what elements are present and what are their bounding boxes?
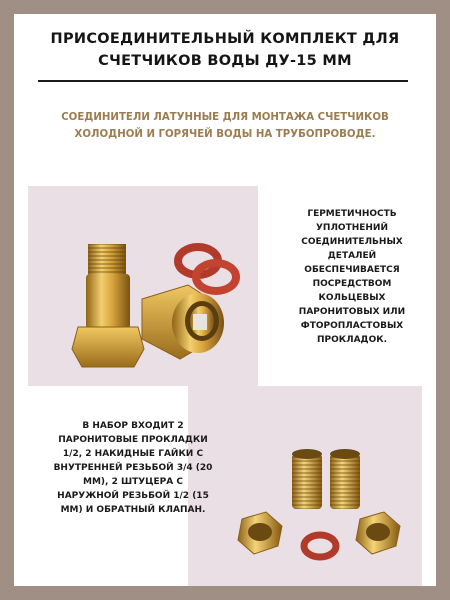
gasket-ring-icon (304, 535, 336, 557)
page-title: ПРИСОЕДИНИТЕЛЬНЫЙ КОМПЛЕКТ ДЛЯ СЧЕТЧИКОВ ВОДЫ ДУ-15 ММ (50, 31, 400, 69)
sealing-description: ГЕРМЕТИЧНОСТЬ УПЛОТНЕНИЙ СОЕДИНИТЕЛЬНЫХ ДЕТАЛЕЙ ОБЕСПЕЧИВАЕТСЯ ПОСРЕДСТВОМ КОЛЬЦЕВЫХ ПАРОНИТОВЫХ ИЛИ ФТОРОПЛАСТОВЫХ ПРОКЛАДОК. (298, 209, 406, 345)
connector-assembly-photo (38, 199, 258, 374)
title-divider (38, 80, 408, 82)
kit-parts-photo (214, 424, 424, 574)
product-card (14, 14, 436, 586)
intro-text: СОЕДИНИТЕЛИ ЛАТУННЫЕ ДЛЯ МОНТАЖА СЧЕТЧИКОВ ХОЛОДНОЙ И ГОРЯЧЕЙ ВОДЫ НА ТРУБОПРОВОДЕ. (61, 112, 389, 140)
kit-contents-description: В НАБОР ВХОДИТ 2 ПАРОНИТОВЫЕ ПРОКЛАДКИ 1/2, 2 НАКИДНЫЕ ГАЙКИ С ВНУТРЕННЕЙ РЕЗЬБОЙ 3/4 (20 ММ), 2 ШТУЦЕРА С НАРУЖНОЙ РЕЗЬБОЙ 1/2 (15 ММ) И ОБРАТНЫЙ КЛАПАН. (53, 421, 213, 515)
